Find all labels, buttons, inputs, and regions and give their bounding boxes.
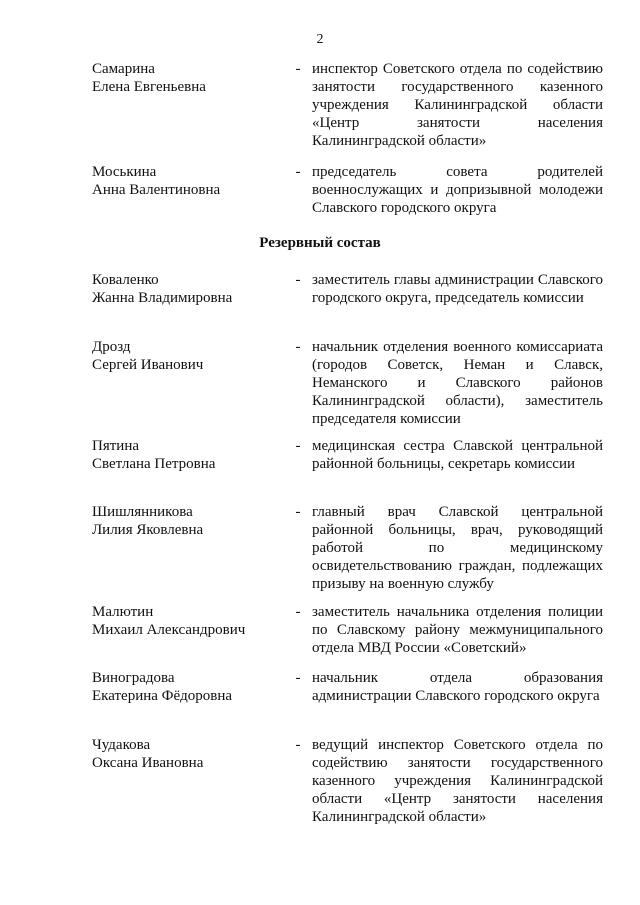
member-surname: Самарина <box>92 61 155 77</box>
member-name <box>92 669 282 705</box>
separator-dash: - <box>295 339 301 355</box>
member-given-names: Жанна Владимировна <box>92 290 233 306</box>
member-role: председатель совета родителей военнослужащих и допризывной молодежи Славского городского округа <box>312 164 603 216</box>
separator-dash: - <box>295 604 301 620</box>
reserve-heading: Резервный состав <box>259 235 381 251</box>
separator-dash: - <box>295 164 301 180</box>
member-role: начальник отдела образования администрации Славского городского округа <box>312 670 603 704</box>
member-name <box>92 736 282 772</box>
separator-dash: - <box>295 272 301 288</box>
member-name <box>92 603 282 639</box>
member-surname: Шишлянникова <box>92 504 193 520</box>
member-given-names: Михаил Александрович <box>92 622 246 638</box>
member-surname: Пятина <box>92 438 139 454</box>
separator-dash: - <box>295 504 301 520</box>
member-surname: Малютин <box>92 604 154 620</box>
member-name <box>92 437 282 473</box>
member-role: заместитель начальника отделения полиции по Славскому району межмуниципального отдела МВД России «Советский» <box>312 604 603 656</box>
member-surname: Моськина <box>92 164 157 180</box>
separator-dash: - <box>295 61 301 77</box>
member-surname: Чудакова <box>92 737 151 753</box>
member-surname: Дрозд <box>92 339 131 355</box>
member-given-names: Анна Валентиновна <box>92 182 221 198</box>
separator-dash: - <box>295 670 301 686</box>
member-name <box>92 338 282 374</box>
member-given-names: Лилия Яковлевна <box>92 522 204 538</box>
separator-dash: - <box>295 737 301 753</box>
member-role: начальник отделения военного комиссариата (городов Советск, Неман и Славск, Неманского и Славского районов Калининградской области), заместитель председателя комиссии <box>312 339 603 427</box>
member-surname: Коваленко <box>92 272 159 288</box>
member-name <box>92 503 282 539</box>
member-name <box>92 163 282 199</box>
page-number: 2 <box>316 32 324 47</box>
member-given-names: Сергей Иванович <box>92 357 204 373</box>
member-given-names: Екатерина Фёдоровна <box>92 688 233 704</box>
member-role: медицинская сестра Славской центральной районной больницы, секретарь комиссии <box>312 438 603 472</box>
member-given-names: Оксана Ивановна <box>92 755 204 771</box>
member-name <box>92 271 282 307</box>
member-role: заместитель главы администрации Славского городского округа, председатель комиссии <box>312 272 603 306</box>
member-surname: Виноградова <box>92 670 175 686</box>
member-name <box>92 60 282 96</box>
member-role: главный врач Славской центральной районной больницы, врач, руководящий работой по медицинскому освидетельствованию граждан, подлежащих призыву на военную службу <box>312 504 603 592</box>
member-given-names: Елена Евгеньевна <box>92 79 206 95</box>
member-role: инспектор Советского отдела по содействию занятости государственного казенного учреждения Калининградской области «Центр занятости населения Калининградской области» <box>312 61 603 149</box>
separator-dash: - <box>295 438 301 454</box>
member-given-names: Светлана Петровна <box>92 456 216 472</box>
member-role: ведущий инспектор Советского отдела по содействию занятости государственного казенного учреждения Калининградской области «Центр занятости населения Калининградской области» <box>312 737 603 825</box>
